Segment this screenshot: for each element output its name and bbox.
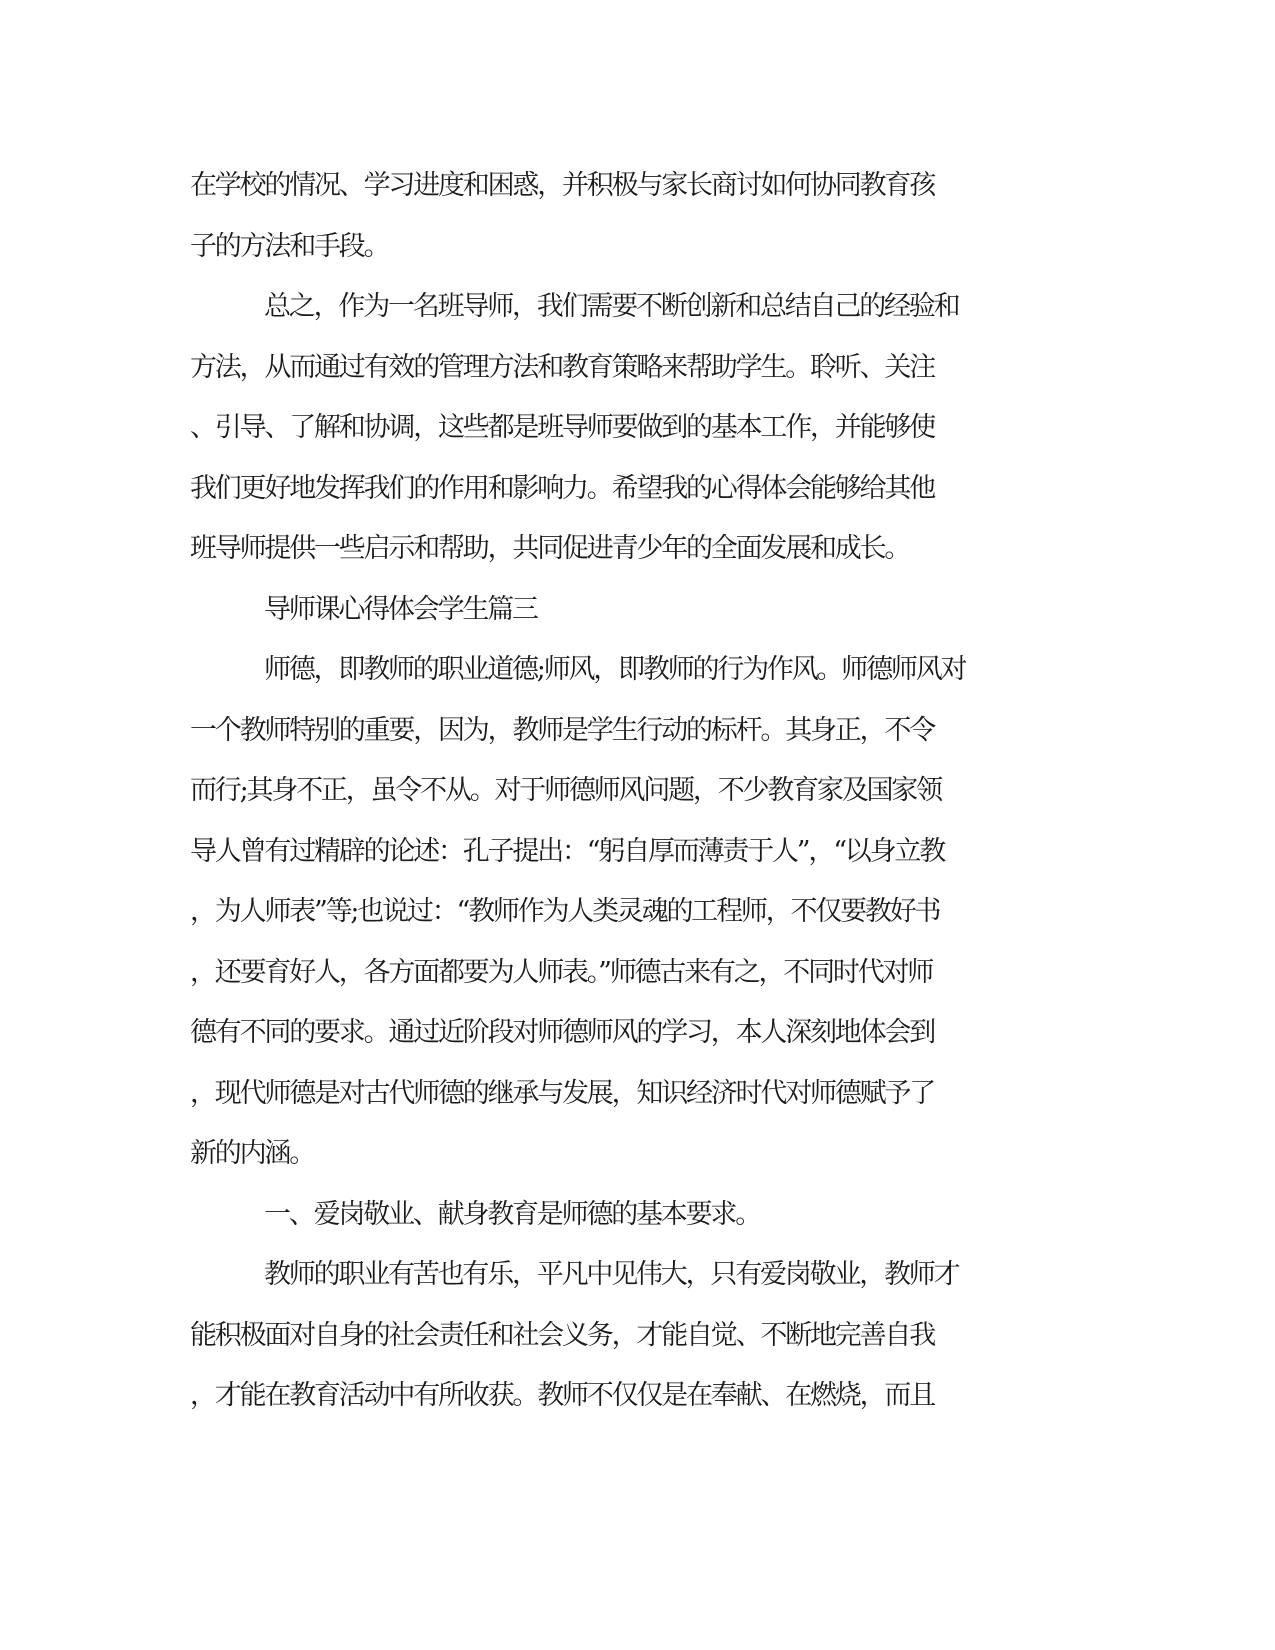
text-line: 师德，即教师的职业道德;师风，即教师的行为作风。师德师风对 <box>264 654 966 685</box>
text-line: ，为人师表”等;也说过：“教师作为人类灵魂的工程师，不仅要教好书 <box>190 896 940 927</box>
text-line: 能积极面对自身的社会责任和社会义务，才能自觉、不断地完善自我 <box>190 1319 934 1351</box>
text-line: 在学校的情况、学习进度和困惑，并积极与家长商讨如何协同教育孩 <box>190 170 934 201</box>
text-line: 子的方法和手段。 <box>190 230 389 262</box>
text-line: ，还要育好人，各方面都要为人师表。”师德古来有之，不同时代对师 <box>190 956 933 988</box>
text-line: 新的内涵。 <box>190 1138 314 1169</box>
subsection-heading: 一、爱岗敬业、献身教育是师德的基本要求。 <box>264 1198 760 1230</box>
text-line: 德有不同的要求。通过近阶段对师德师风的学习，本人深刻地体会到 <box>190 1017 934 1048</box>
text-line: 一个教师特别的重要，因为，教师是学生行动的标杆。其身正，不令 <box>190 714 934 746</box>
text-line: ，才能在教育活动中有所收获。教师不仅仅是在奉献、在燃烧，而且 <box>190 1380 934 1411</box>
body-text <box>190 156 1090 1427</box>
text-line: 教师的职业有苦也有乐，平凡中见伟大，只有爱岗敬业，教师才 <box>264 1259 959 1290</box>
text-line: ，现代师德是对古代师德的继承与发展，知识经济时代对师德赋予了 <box>190 1077 934 1109</box>
text-line: 班导师提供一些启示和帮助，共同促进青少年的全面发展和成长。 <box>190 533 910 564</box>
text-line: 方法，从而通过有效的管理方法和教育策略来帮助学生。聆听、关注 <box>190 351 934 383</box>
text-line: 导人曾有过精辟的论述：孔子提出：“躬自厚而薄责于人”，“以身立教 <box>190 835 945 867</box>
text-line: 我们更好地发挥我们的作用和影响力。希望我的心得体会能够给其他 <box>190 472 934 504</box>
text-line: 、引导、了解和协调，这些都是班导师要做到的基本工作，并能够使 <box>190 412 934 443</box>
section-heading: 导师课心得体会学生篇三 <box>264 593 537 625</box>
text-line: 总之，作为一名班导师，我们需要不断创新和总结自己的经验和 <box>264 291 959 322</box>
text-line: 而行;其身不正，虽令不从。对于师德师风问题，不少教育家及国家领 <box>190 775 941 806</box>
